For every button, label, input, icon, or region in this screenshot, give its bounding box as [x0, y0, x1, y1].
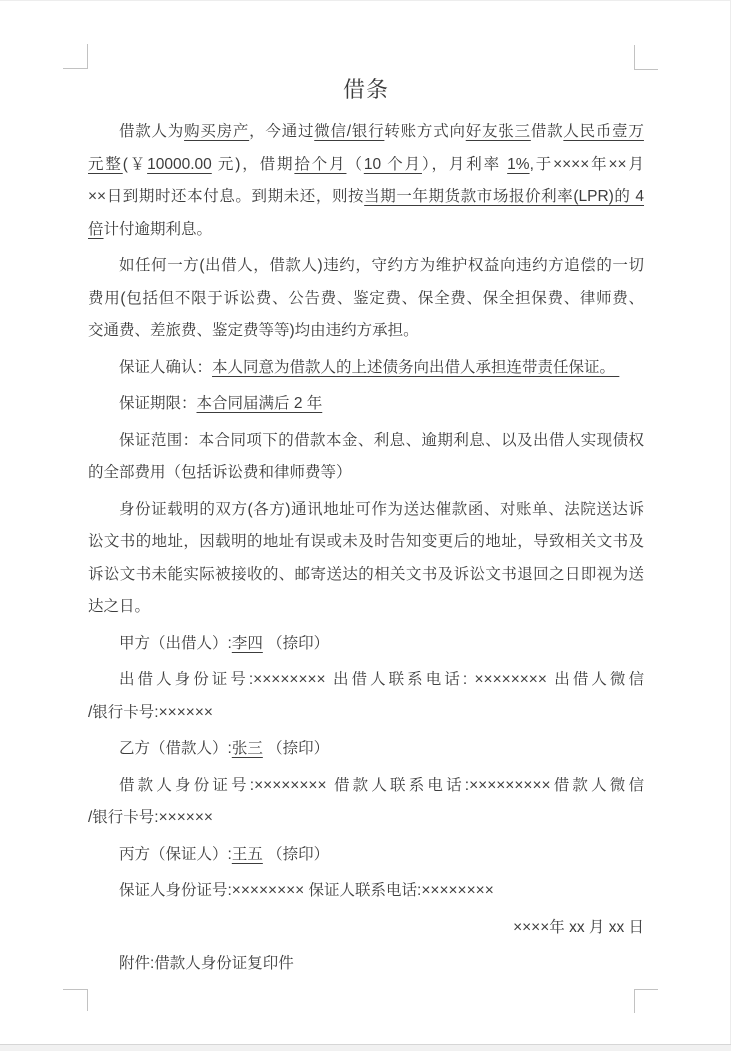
underlined-text-segment: 10000.00: [147, 155, 212, 173]
text-segment: 借款: [530, 123, 564, 140]
para-party-b-signature: [88, 733, 644, 766]
underlined-text-segment: 10 个月: [363, 155, 422, 173]
text-line: [88, 494, 644, 527]
text-segment: 元)，借期: [211, 155, 295, 173]
para-date: [88, 912, 644, 945]
crop-mark-bottom-right-icon: [634, 989, 658, 1013]
underlined-text-segment: 当期一年期货款市场报价利率(LPR)的 4: [364, 188, 645, 205]
text-line: [88, 457, 644, 490]
text-segment: ××××年 xx 月 xx 日: [513, 918, 644, 936]
para-party-c-signature: [88, 839, 644, 872]
text-line: [88, 425, 644, 458]
para-attachment: [88, 948, 644, 981]
text-line: [88, 733, 644, 766]
para-party-a-signature: [88, 628, 644, 661]
para-party-b-info: [88, 770, 644, 835]
page-edge-top: [0, 0, 731, 1]
canvas-background: [0, 1045, 731, 1051]
text-segment: 讼文书的地址，因载明的地址有误或未及时告知变更后的地址，导致相关文书及: [88, 533, 644, 550]
text-line: [88, 770, 644, 803]
text-segment: （捺印）: [262, 845, 330, 863]
text-segment: ××日到期时还本付息。到期未还，则按: [88, 188, 365, 205]
underlined-text-segment: 好友张三: [465, 123, 531, 140]
text-segment: 身份证载明的双方(各方)通讯地址可作为送达催款函、对账单、法院送达诉: [119, 500, 644, 518]
text-segment: 计付逾期利息。: [103, 220, 213, 238]
crop-mark-top-right-icon: [634, 45, 658, 70]
text-segment: （: [346, 155, 364, 173]
underlined-text-segment: 微信/银行: [314, 123, 385, 140]
para-guarantor-confirmation: [88, 352, 644, 385]
text-segment: （捺印）: [262, 740, 330, 757]
text-segment: 费用(包括但不限于诉讼费、公告费、鉴定费、保全费、保全担保费、律师费、: [88, 289, 644, 307]
para-breach-costs: [88, 250, 644, 348]
para-party-c-info: [88, 875, 644, 908]
underlined-text-segment: 拾个月: [294, 155, 347, 173]
para-service-address: [88, 494, 644, 624]
text-line: [88, 352, 644, 385]
text-segment: ），月利率: [421, 155, 508, 173]
text-line: [88, 250, 644, 283]
text-line: [88, 912, 644, 945]
text-segment: 如任何一方(出借人，借款人)违约，守约方为维护权益向违约方追偿的一切: [119, 257, 644, 274]
text-line: [88, 526, 644, 559]
text-segment: 保证期限：: [119, 395, 197, 412]
crop-mark-bottom-left-icon: [63, 989, 88, 1011]
text-line: [88, 559, 644, 592]
text-segment: 诉讼文书未能实际被接收的、邮寄送达的相关文书及诉讼文书退回之日即视为送: [88, 565, 644, 583]
text-segment: （捺印）: [262, 634, 330, 652]
text-segment: 交通费、差旅费、鉴定费等等)均由违约方承担。: [88, 322, 419, 339]
para-party-a-info: [88, 664, 644, 729]
underlined-text-segment: 元整: [88, 155, 123, 173]
document-title: 借条: [342, 77, 389, 102]
text-segment: 达之日。: [88, 598, 151, 615]
text-segment: 甲方（出借人）:: [119, 634, 232, 652]
underlined-text-segment: 人民币壹万: [563, 123, 644, 140]
para-guarantee-scope: [88, 425, 644, 490]
para-loan-terms: [88, 116, 644, 246]
text-segment: 保证人确认：: [119, 358, 213, 376]
text-segment: 乙方（借款人）:: [119, 740, 232, 757]
text-line: [88, 628, 644, 661]
text-line: [88, 283, 644, 316]
text-line: [88, 664, 644, 697]
underlined-text-segment: 购买房产: [184, 123, 250, 140]
underlined-text-segment: 王五: [231, 845, 263, 863]
underlined-text-segment: 本人同意为借款人的上述债务向出借人承担连带责任保证。: [212, 358, 620, 376]
text-line: [88, 388, 644, 421]
underlined-text-segment: 倍: [88, 220, 104, 238]
underlined-text-segment: 张三: [231, 740, 263, 757]
text-line: [88, 181, 644, 214]
text-line: [88, 149, 644, 182]
underlined-text-segment: 本合同届满后 2 年: [196, 395, 323, 412]
text-segment: 的全部费用（包括诉讼费和律师费等）: [88, 464, 352, 481]
text-segment: (￥: [122, 155, 148, 173]
text-line: [88, 802, 644, 835]
para-guarantee-period: [88, 388, 644, 421]
text-segment: 丙方（保证人）:: [119, 845, 232, 863]
text-segment: 转账方式向: [384, 123, 466, 140]
text-segment: 出借人身份证号:×××××××× 出借人联系电话: ×××××××× 出借人微信: [119, 671, 644, 688]
text-segment: 保证范围：本合同项下的借款本金、利息、逾期利息、以及出借人实现债权: [119, 431, 644, 449]
text-line: [88, 214, 644, 247]
text-segment: 借款人身份证号:×××××××× 借款人联系电话:×××××××××借款人微信: [119, 776, 644, 794]
text-line: [88, 116, 644, 149]
text-segment: ,于××××年××月: [529, 155, 644, 173]
text-line: [88, 697, 644, 730]
text-line: [88, 839, 644, 872]
crop-mark-top-left-icon: [63, 44, 88, 69]
text-line: [88, 315, 644, 348]
text-line: [88, 948, 644, 981]
text-segment: /银行卡号:××××××: [88, 703, 213, 721]
document-body: [88, 116, 644, 981]
text-segment: 保证人身份证号:×××××××× 保证人联系电话:××××××××: [119, 882, 494, 899]
underlined-text-segment: 李四: [231, 634, 263, 652]
text-segment: 借款人为: [119, 123, 185, 140]
underlined-text-segment: 1%: [507, 155, 530, 173]
text-line: [88, 875, 644, 908]
text-line: [88, 591, 644, 624]
text-segment: ，今通过: [249, 123, 315, 140]
text-segment: 附件:借款人身份证复印件: [119, 955, 294, 972]
text-segment: /银行卡号:××××××: [88, 809, 213, 826]
